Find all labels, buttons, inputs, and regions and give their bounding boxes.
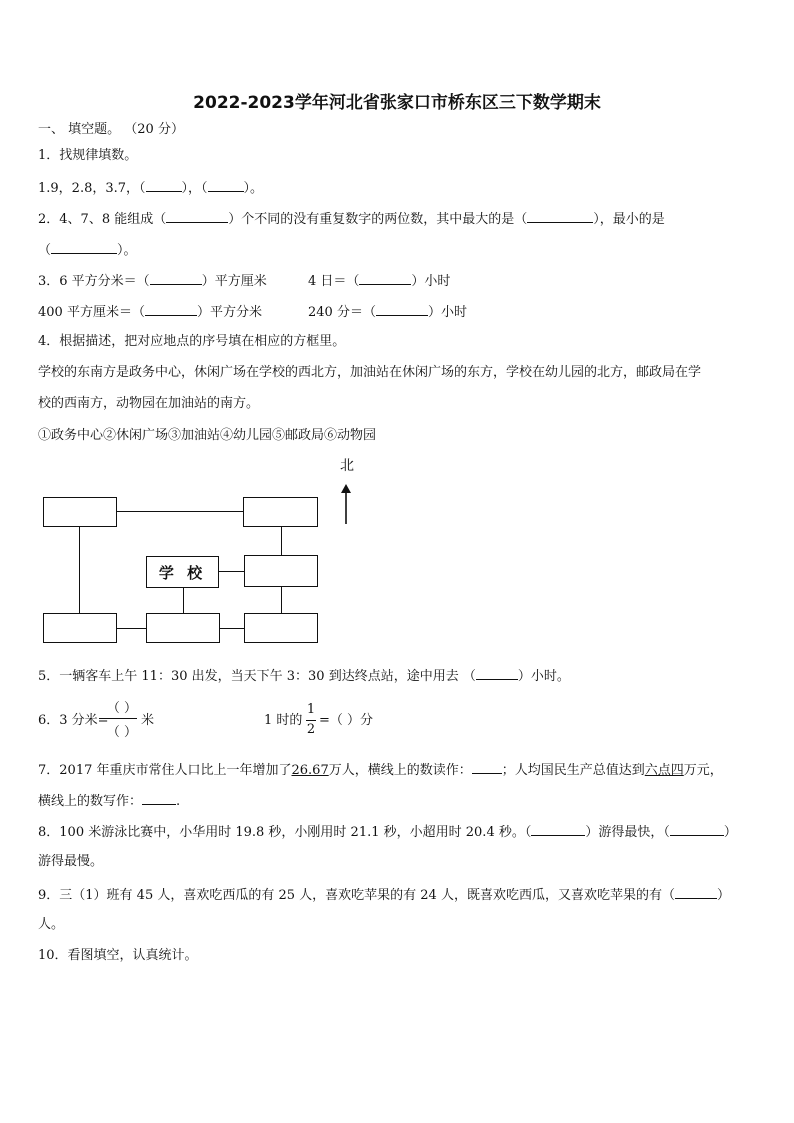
connector-line — [281, 526, 282, 555]
q9-text: ） — [716, 888, 730, 903]
q3-text: ）小时 — [427, 305, 467, 320]
q7-underlined-number: 26.67 — [291, 763, 329, 778]
map-box-bottom-middle[interactable] — [146, 613, 220, 643]
north-arrow-icon — [338, 484, 354, 526]
question-4-options: ①政务中心②休闲广场③加油站④幼儿园⑤邮政局⑥动物园 — [38, 428, 377, 443]
question-5 — [38, 666, 570, 686]
answer-blank[interactable] — [531, 822, 585, 836]
map-box-top-right[interactable] — [243, 497, 318, 527]
question-4-desc-2: 校的西南方，动物园在加油站的南方。 — [38, 396, 260, 411]
question-1: 1．找规律填数。 — [38, 148, 138, 163]
question-10: 10．看图填空，认真统计。 — [38, 948, 198, 963]
q7-underlined-words: 六点四 — [644, 763, 684, 778]
q5-text-a: 5．一辆客车上午 11：30 出发，当天下午 3：30 到达终点站，途中用去 （ — [38, 669, 476, 684]
answer-blank[interactable] — [527, 209, 593, 223]
question-2-cont — [38, 240, 137, 260]
answer-blank[interactable] — [670, 822, 724, 836]
answer-blank[interactable] — [359, 271, 411, 285]
q5-text-b: ）小时。 — [517, 669, 570, 684]
question-9 — [38, 885, 730, 905]
connector-line — [116, 628, 147, 629]
q7-text: 横线上的数写作： — [38, 794, 143, 809]
q2-text-b: ）个不同的没有重复数字的两位数，其中最大的是（ — [228, 212, 528, 227]
connector-line — [218, 571, 245, 572]
question-8 — [38, 822, 737, 842]
question-6-text: 6．3 分米= — [38, 713, 109, 728]
school-box — [146, 556, 219, 588]
answer-blank[interactable] — [166, 209, 228, 223]
fraction-denominator-paren[interactable]: （ ） — [106, 725, 138, 740]
q8-text: ）游得最快，（ — [585, 825, 670, 840]
question-6-text-c: =（ ）分 — [319, 713, 374, 728]
map-box-middle-right[interactable] — [244, 555, 318, 587]
fraction-denominator: 2 — [306, 722, 316, 737]
question-3-row2-b — [308, 302, 467, 322]
q8-text: ） — [723, 825, 737, 840]
question-3-row1 — [38, 271, 267, 291]
question-7-cont — [38, 791, 180, 811]
answer-blank[interactable] — [472, 760, 502, 774]
north-label: 北 — [340, 458, 354, 474]
q1-end: ）。 — [243, 181, 264, 196]
q3-text: 4 日＝（ — [308, 274, 360, 289]
answer-blank[interactable] — [376, 302, 428, 316]
map-box-top-left[interactable] — [43, 497, 117, 527]
connector-line — [281, 586, 282, 614]
connector-line — [183, 587, 184, 614]
q3-text: ）小时 — [411, 274, 451, 289]
q7-text: 7．2017 年重庆市常住人口比上一年增加了 — [38, 763, 292, 778]
answer-blank[interactable] — [675, 885, 717, 899]
connector-line — [219, 628, 245, 629]
answer-blank[interactable] — [476, 666, 518, 680]
question-3-row2 — [38, 302, 262, 322]
q1-seq-text: 1.9，2.8，3.7，（ — [38, 181, 146, 196]
q7-text: 万元， — [683, 763, 723, 778]
fraction-bar — [306, 720, 316, 721]
answer-blank[interactable] — [208, 178, 244, 192]
q2-text-a: 2．4、7、8 能组成（ — [38, 212, 167, 227]
question-7 — [38, 760, 723, 780]
q3-text: 3．6 平方分米＝（ — [38, 274, 150, 289]
q3-text: ）平方厘米 — [201, 274, 267, 289]
q7-text: . — [176, 794, 181, 809]
question-4-desc-1: 学校的东南方是政务中心，休闲广场在学校的西北方，加油站在休闲广场的东方，学校在幼儿园的北方，邮政局在学 — [38, 365, 702, 380]
page-title: 2022-2023学年河北省张家口市桥东区三下数学期末 — [193, 93, 601, 113]
question-4: 4．根据描述，把对应地点的序号填在相应的方框里。 — [38, 334, 346, 349]
q9-text: 9．三（1）班有 45 人，喜欢吃西瓜的有 25 人，喜欢吃苹果的有 24 人，既喜欢吃西瓜，又喜欢吃苹果的有（ — [38, 888, 675, 903]
connector-line — [79, 526, 80, 614]
answer-blank[interactable] — [150, 271, 202, 285]
fraction-numerator-paren[interactable]: （ ） — [106, 701, 138, 716]
q7-text: 万人，横线上的数读作： — [328, 763, 472, 778]
question-9-cont: 人。 — [38, 917, 65, 932]
q2-text-e: ）。 — [117, 243, 137, 258]
q3-text: 400 平方厘米＝（ — [38, 305, 145, 320]
fraction-bar — [107, 718, 137, 719]
q7-text: ；人均国民生产总值达到 — [501, 763, 645, 778]
q1-sep: ），（ — [181, 181, 208, 196]
q2-text-c: ），最小的是 — [593, 212, 665, 227]
question-6-unit: 米 — [141, 713, 155, 728]
map-box-bottom-left[interactable] — [43, 613, 117, 643]
question-3-row1-b — [308, 271, 450, 291]
connector-line — [116, 511, 244, 512]
q3-text: 240 分＝（ — [308, 305, 376, 320]
fraction-numerator: 1 — [306, 702, 316, 717]
q3-text: ）平方分米 — [196, 305, 262, 320]
question-8-cont: 游得最慢。 — [38, 854, 104, 869]
map-box-bottom-right[interactable] — [244, 613, 318, 643]
question-6-text-b: 1 时的 — [264, 713, 303, 728]
question-1-sequence — [38, 178, 263, 198]
section-heading: 一、 填空题。 （20 分） — [38, 122, 184, 137]
question-2 — [38, 209, 665, 229]
answer-blank[interactable] — [142, 791, 176, 805]
answer-blank[interactable] — [146, 178, 182, 192]
answer-blank[interactable] — [51, 240, 117, 254]
q8-text: 8．100 米游泳比赛中，小华用时 19.8 秒，小刚用时 21.1 秒，小超用时 20.4 秒。（ — [38, 825, 532, 840]
answer-blank[interactable] — [145, 302, 197, 316]
school-label: 学 校 — [158, 563, 207, 582]
q2-text-d: （ — [38, 243, 52, 258]
